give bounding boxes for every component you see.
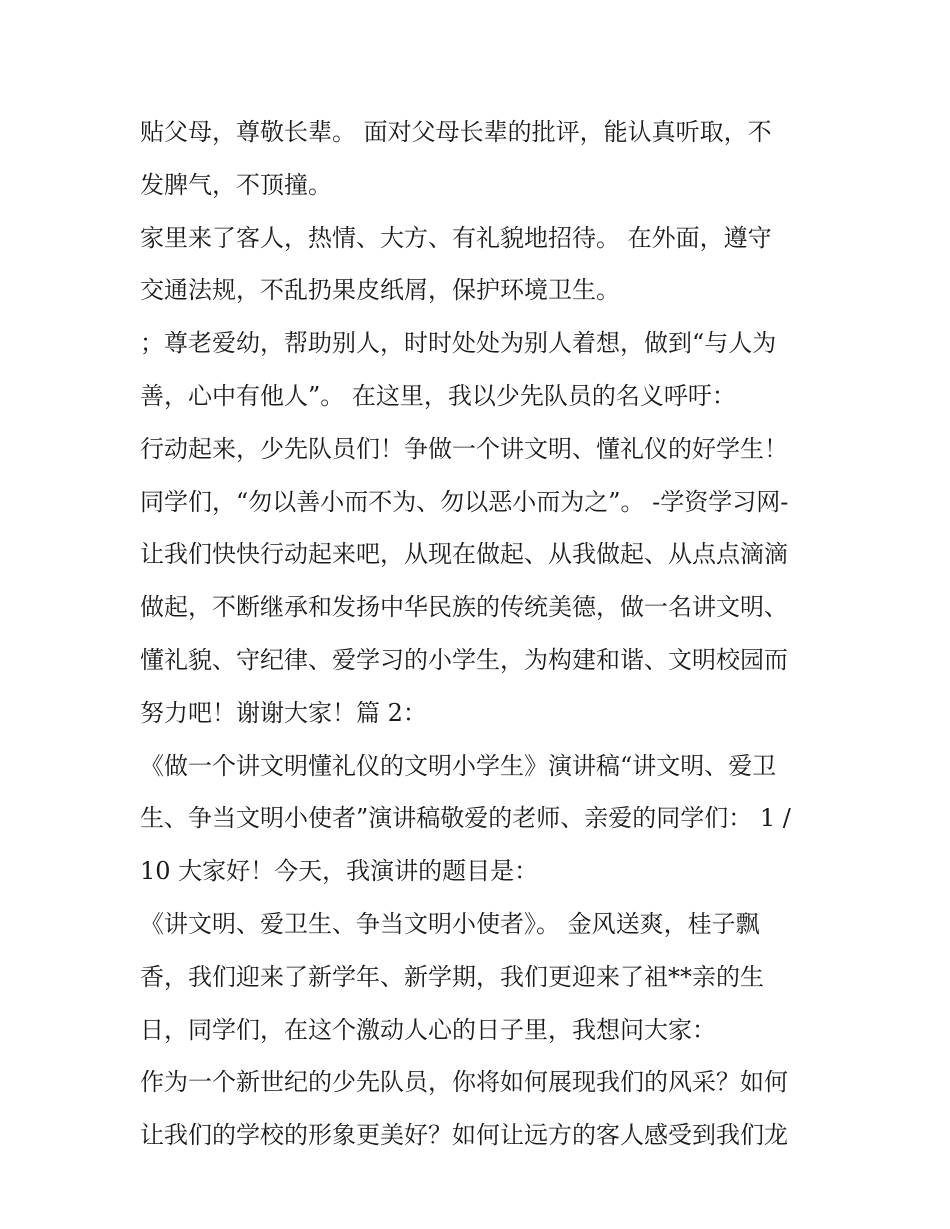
text-line: 努力吧！谢谢大家！篇 2： — [140, 698, 427, 727]
text-line: 《做一个讲文明懂礼仪的文明小学生》演讲稿“讲文明、爱卫 — [140, 751, 777, 780]
text-line: 家里来了客人，热情、大方、有礼貌地招待。 在外面，遵守 — [140, 223, 772, 252]
text-line: ；尊老爱幼，帮助别人，时时处处为别人着想，做到“与人为 — [140, 329, 777, 358]
text-line: 行动起来，少先队员们！争做一个讲文明、懂礼仪的好学生！ — [140, 434, 788, 463]
text-line: 贴父母，尊敬长辈。 面对父母长辈的批评，能认真听取，不 — [140, 118, 772, 146]
text-line: 善，心中有他人”。 在这里，我以少先队员的名义呼吁： — [140, 381, 736, 410]
document-body — [140, 106, 820, 1162]
text-line: 让我们的学校的形象更美好？如何让远方的客人感受到我们龙 — [140, 1121, 788, 1150]
text-line: 发脾气，不顶撞。 — [140, 170, 332, 199]
text-line: 做起，不断继承和发扬中华民族的传统美德，做一名讲文明、 — [140, 593, 788, 622]
text-line: 交通法规，不乱扔果皮纸屑，保护环境卫生。 — [140, 276, 620, 305]
text-line: 懂礼貌、守纪律、爱学习的小学生，为构建和谐、文明校园而 — [140, 645, 788, 674]
text-line: 日，同学们，在这个激动人心的日子里，我想问大家： — [140, 1015, 716, 1044]
text-line: 《讲文明、爱卫生、争当文明小使者》。 金风送爽，桂子飘 — [140, 909, 760, 938]
text-line: 作为一个新世纪的少先队员，你将如何展现我们的风采？如何 — [140, 1068, 788, 1097]
text-line: 香，我们迎来了新学年、新学期，我们更迎来了祖**亲的生 — [140, 962, 764, 991]
text-line: 10 大家好！今天，我演讲的题目是： — [140, 857, 539, 886]
text-line: 让我们快快行动起来吧，从现在做起、从我做起、从点点滴滴 — [140, 540, 788, 569]
text-line: 同学们，“勿以善小而不为、勿以恶小而为之”。 -学资学习网- — [140, 487, 789, 516]
text-line: 生、争当文明小使者”演讲稿敬爱的老师、亲爱的同学们： 1 / — [140, 804, 791, 833]
